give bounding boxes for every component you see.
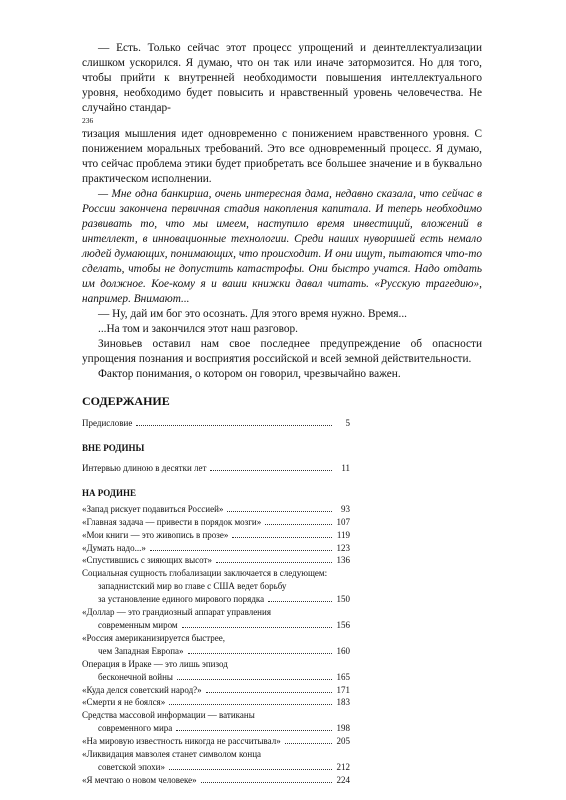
toc-entry-line: западнистский мир во главе с США ведет борьбу bbox=[98, 581, 287, 592]
paragraph-1: — Есть. Только сейчас этот процесс упрощений и деинтеллектуализации слишком ускорился. Я думаю, что он так или иначе затормозится. Но для того, чтобы прийти к внутренней необходимости повышения интеллектуального уровня, необходимо будет повысить и нравственный уровень человечества. Не случайно стандар- bbox=[82, 42, 482, 114]
toc-entry: «Я мечтаю о новом человеке» 224 bbox=[82, 774, 350, 785]
toc-section-homeland: НА РОДИНЕ bbox=[82, 487, 136, 498]
toc-entry: современным миром 156 bbox=[98, 619, 350, 630]
toc-title: СОДЕРЖАНИЕ bbox=[82, 394, 170, 408]
paragraph-4: — Ну, дай им бог это осознать. Для этого время нужно. Время... bbox=[98, 308, 407, 320]
toc-entry-line: Социальная сущность глобализации заключается в следующем: bbox=[82, 568, 328, 579]
toc-entry: «На мировую известность никогда не рассчитывал» 205 bbox=[82, 736, 350, 747]
toc-entry: чем Западная Европа» 160 bbox=[98, 645, 350, 656]
toc-entry: за установление единого мирового порядка 150 bbox=[98, 594, 350, 605]
toc-entry: «Главная задача — привести в порядок мозги» 107 bbox=[82, 516, 350, 527]
toc-entry: бесконечной войны 165 bbox=[98, 671, 350, 682]
toc-entry-line: «Ликвидация мавзолея станет символом конца bbox=[82, 749, 262, 760]
paragraph-7: Фактор понимания, о котором он говорил, чрезвычайно важен. bbox=[98, 368, 401, 380]
paragraph-3: — Мне одна банкирша, очень интересная дама, недавно сказала, что сейчас в России закончена первичная стадия накопления капитала. И теперь необходимо развивать то, что мы имеем, наступило время инвестиций, вложений в интеллект, в инновационные технологии. Среди наших нуворишей есть немало людей думающих, понимающих, что происходит. И они ищут, пытаются что-то сделать, чтобы не допустить катастрофы. Они быстро учатся. Надо отдать им должное. Кое-кому я и ваши книжки давал читать. «Русскую трагедию», например. Внимают... bbox=[82, 188, 482, 305]
toc-entry-line: «Доллар — это грандиозный аппарат управления bbox=[82, 607, 271, 618]
toc-entry: «Мои книги — это живопись в прозе» 119 bbox=[82, 529, 350, 540]
toc-entry-interview: Интервью длиною в десятки лет 11 bbox=[82, 462, 350, 473]
toc-entry: советской эпохи» 212 bbox=[98, 761, 350, 772]
toc-entry: «Куда делся советский народ?» 171 bbox=[82, 684, 350, 695]
toc-entry: «Запад рискует подавиться Россией» 93 bbox=[82, 503, 350, 514]
page-number: 236 bbox=[82, 116, 94, 125]
toc-entry: «Смерти я не боялся» 183 bbox=[82, 697, 350, 708]
toc-entry: «Спустившись с зияющих высот» 136 bbox=[82, 555, 350, 566]
toc-entry-preface: Предисловие 5 bbox=[82, 418, 350, 428]
toc-entry: «Думать надо...» 123 bbox=[82, 542, 350, 553]
toc-section-abroad: ВНЕ РОДИНЫ bbox=[82, 442, 145, 453]
toc-entry-line: Операция в Ираке — это лишь эпизод bbox=[82, 658, 228, 669]
paragraph-2: тизация мышления идет одновременно с понижением нравственного уровня. С понижением моральных требований. Это все одновременный процесс. Я думаю, что сейчас проблема этики будет приобретать все большее значение и в буквально практическом исполнении. bbox=[82, 128, 482, 185]
toc-entry-line: Средства массовой информации — ватиканы bbox=[82, 710, 255, 721]
toc-entry-line: «Россия американизируется быстрее, bbox=[82, 632, 226, 643]
toc-entry: современного мира 198 bbox=[98, 723, 350, 734]
paragraph-6: Зиновьев оставил нам свое последнее предупреждение об опасности упрощения познания и восприятия российской и всей земной действительности. bbox=[82, 338, 482, 365]
page-content bbox=[82, 41, 482, 787]
paragraph-5: ...На том и закончился этот наш разговор. bbox=[98, 323, 299, 335]
